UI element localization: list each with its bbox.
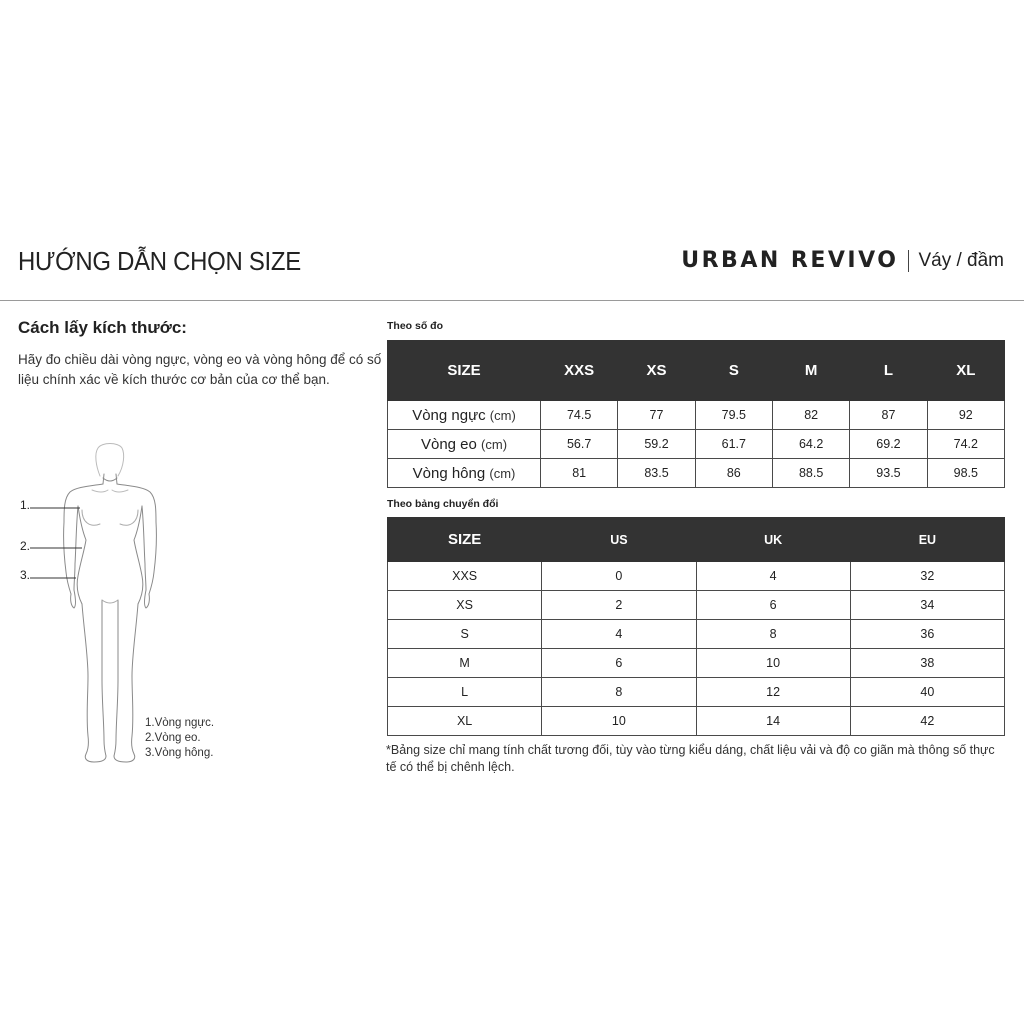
brand-block [681, 248, 1004, 273]
measurements-table-caption: Theo số đo [387, 320, 443, 332]
table-row [388, 620, 1005, 649]
measure-guide-description: Hãy đo chiều dài vòng ngực, vòng eo và vòng hông để có số liệu chính xác về kích thước cơ bản của cơ thể bạn. [18, 352, 382, 387]
row-label-text: Vòng hông [412, 464, 486, 482]
table-row [388, 678, 1005, 707]
size-header-cell: L [850, 341, 927, 401]
table-cell: XXS [388, 562, 542, 591]
table-cell: 10 [696, 649, 850, 678]
us-header-cell: US [542, 518, 696, 562]
table-row [388, 591, 1005, 620]
table-row [388, 707, 1005, 736]
table-cell: 8 [542, 678, 696, 707]
table-row [388, 562, 1005, 591]
table-cell: 4 [696, 562, 850, 591]
bust-callout-number: 1. [20, 498, 31, 512]
table-row [388, 430, 1005, 459]
legend-item-waist: 2.Vòng eo. [145, 732, 201, 744]
row-label-waist [388, 430, 541, 459]
table-cell: 81 [541, 459, 618, 488]
brand-divider [908, 250, 909, 272]
table-cell: 98.5 [927, 459, 1004, 488]
table-cell: 8 [696, 620, 850, 649]
conversion-table-caption: Theo bảng chuyển đổi [387, 498, 499, 510]
table-cell: 93.5 [850, 459, 927, 488]
table-cell: 14 [696, 707, 850, 736]
table-cell: 74.2 [927, 430, 1004, 459]
conversion-table [387, 517, 1005, 736]
table-cell: XL [388, 707, 542, 736]
eu-header-cell: EU [850, 518, 1004, 562]
measurements-header-row [388, 341, 1005, 401]
table-cell: 92 [927, 401, 1004, 430]
table-cell: 36 [850, 620, 1004, 649]
table-cell: 69.2 [850, 430, 927, 459]
table-row [388, 649, 1005, 678]
brand-logo: URBAN REVIVO [681, 248, 899, 273]
conversion-header-row [388, 518, 1005, 562]
table-cell: 6 [542, 649, 696, 678]
size-header-cell: XXS [541, 341, 618, 401]
size-header-cell: M [772, 341, 849, 401]
table-cell: 56.7 [541, 430, 618, 459]
row-unit: (cm) [481, 436, 508, 452]
table-cell: 86 [695, 459, 772, 488]
hip-callout-number: 3. [20, 568, 31, 582]
table-cell: 83.5 [618, 459, 695, 488]
table-cell: 88.5 [772, 459, 849, 488]
size-header-cell: XS [618, 341, 695, 401]
table-cell: M [388, 649, 542, 678]
measurements-table [387, 340, 1005, 488]
row-unit: (cm) [489, 465, 516, 481]
legend-item-hip: 3.Vòng hông. [145, 747, 214, 759]
row-label-text: Vòng eo [420, 435, 477, 453]
table-cell: 0 [542, 562, 696, 591]
row-label-hip [388, 459, 541, 488]
table-cell: 32 [850, 562, 1004, 591]
table-cell: XS [388, 591, 542, 620]
page-title: HƯỚNG DẪN CHỌN SIZE [18, 246, 301, 276]
waist-callout-number: 2. [20, 539, 31, 553]
table-cell: 2 [542, 591, 696, 620]
table-cell: 59.2 [618, 430, 695, 459]
table-row [388, 459, 1005, 488]
row-label-bust [388, 401, 541, 430]
product-category: Váy / đầm [918, 249, 1004, 271]
table-cell: 77 [618, 401, 695, 430]
table-cell: 10 [542, 707, 696, 736]
table-cell: 42 [850, 707, 1004, 736]
table-cell: 38 [850, 649, 1004, 678]
measurement-legend [145, 716, 214, 761]
size-header-cell: SIZE [388, 518, 542, 562]
table-cell: 74.5 [541, 401, 618, 430]
size-header-cell: XL [927, 341, 1004, 401]
legend-item-bust: 1.Vòng ngực. [145, 717, 215, 729]
table-cell: L [388, 678, 542, 707]
row-unit: (cm) [489, 407, 516, 423]
table-cell: 12 [696, 678, 850, 707]
table-cell: 87 [850, 401, 927, 430]
uk-header-cell: UK [696, 518, 850, 562]
row-label-text: Vòng ngực [412, 406, 486, 424]
table-cell: 4 [542, 620, 696, 649]
table-cell: 61.7 [695, 430, 772, 459]
header-divider [0, 300, 1024, 301]
table-cell: S [388, 620, 542, 649]
size-header-cell: S [695, 341, 772, 401]
table-cell: 64.2 [772, 430, 849, 459]
table-cell: 40 [850, 678, 1004, 707]
size-header-cell: SIZE [388, 341, 541, 401]
table-row [388, 401, 1005, 430]
table-cell: 82 [772, 401, 849, 430]
table-cell: 34 [850, 591, 1004, 620]
table-cell: 6 [696, 591, 850, 620]
measure-guide-heading: Cách lấy kích thước: [18, 318, 187, 337]
table-cell: 79.5 [695, 401, 772, 430]
size-disclaimer-note: *Bảng size chỉ mang tính chất tương đối, tùy vào từng kiểu dáng, chất liệu vải và độ co giãn mà thông số thực tế có thể bị chênh lệch. [386, 743, 995, 774]
